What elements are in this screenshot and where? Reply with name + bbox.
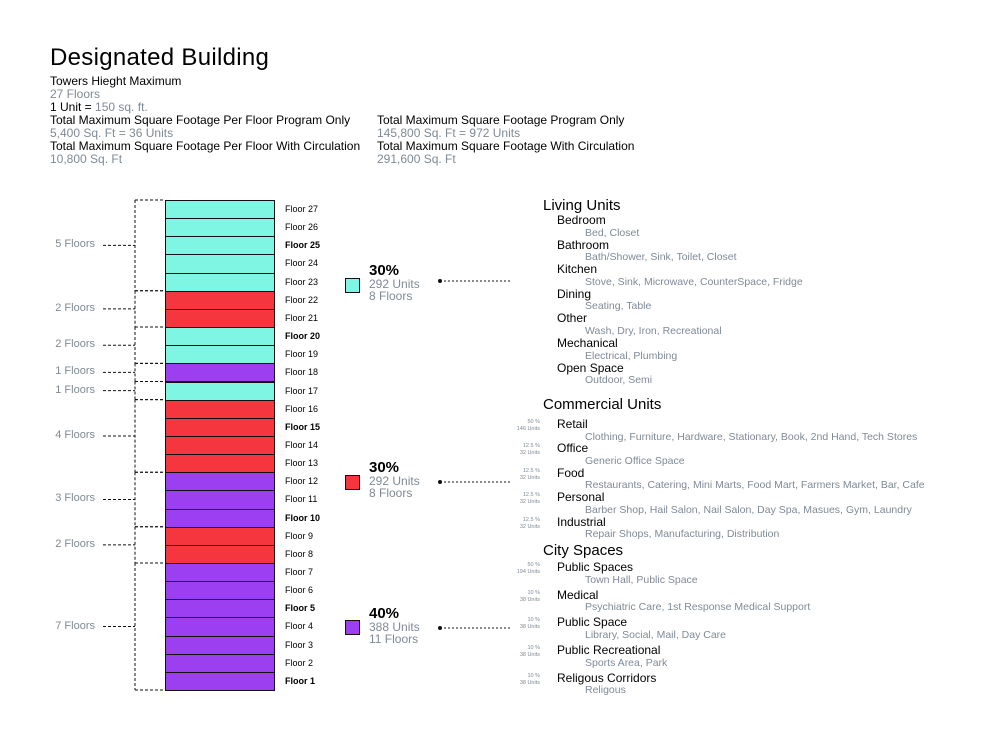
program-item-units: 38 Units — [519, 652, 540, 659]
program-item-percent: 12.5 % — [522, 516, 540, 523]
floor-label: Floor 10 — [285, 512, 321, 523]
floor-label: Floor 24 — [285, 258, 319, 269]
floor-label: Floor 23 — [285, 276, 319, 287]
floor-label: Floor 18 — [285, 367, 319, 378]
program-item-units: 38 Units — [519, 624, 540, 631]
floor-block — [165, 509, 275, 528]
floor-label: Floor 21 — [285, 312, 319, 323]
living-percent: 30% — [369, 262, 400, 279]
commercial-units-heading: Commercial Units — [543, 396, 662, 413]
floor-block — [165, 527, 275, 546]
program-item-detail: Stove, Sink, Microwave, CounterSpace, Fridge — [585, 275, 803, 288]
living-swatch — [345, 278, 360, 293]
per-floor-program-label: Total Maximum Square Footage Per Floor Program Only — [50, 113, 351, 127]
program-item-name: Kitchen — [557, 262, 598, 277]
program-only-value: 145,800 Sq. Ft = 972 Units — [377, 126, 521, 140]
program-item-detail: Wash, Dry, Iron, Recreational — [585, 324, 722, 337]
program-item-percent: 12.5 % — [522, 467, 540, 474]
floor-block — [165, 327, 275, 346]
floor-label: Floor 1 — [285, 675, 316, 686]
program-item-name: Office — [557, 441, 589, 456]
floor-block — [165, 254, 275, 273]
floor-block — [165, 345, 275, 364]
floor-group-label: 2 Floors — [55, 301, 95, 314]
program-item-percent: 10 % — [527, 589, 540, 596]
living-units-count: 292 Units — [369, 277, 420, 291]
floor-block — [165, 382, 275, 401]
program-item-name: Other — [557, 311, 588, 326]
commercial-units-count: 292 Units — [369, 474, 420, 488]
floor-block — [165, 218, 275, 237]
floor-label: Floor 2 — [285, 657, 314, 668]
city-spaces-heading: City Spaces — [543, 542, 624, 559]
living-units-heading: Living Units — [543, 197, 621, 214]
program-item-name: Bedroom — [557, 213, 606, 227]
program-item-detail: Restaurants, Catering, Mini Marts, Food Mart, Farmers Market, Bar, Cafe — [585, 479, 925, 492]
towers-value: 27 Floors — [50, 87, 101, 101]
floor-label: Floor 15 — [285, 421, 321, 432]
floor-block — [165, 400, 275, 419]
program-item-percent: 10 % — [527, 672, 540, 679]
program-item-units: 38 Units — [519, 679, 540, 686]
floor-label: Floor 4 — [285, 621, 314, 632]
program-item-detail: Outdoor, Semi — [585, 374, 653, 387]
with-circ-value: 291,600 Sq. Ft — [377, 152, 456, 166]
program-item-units: 32 Units — [519, 523, 540, 530]
floor-block — [165, 236, 275, 255]
floor-block — [165, 599, 275, 618]
floor-group-label: 7 Floors — [55, 619, 95, 632]
program-item-units: 38 Units — [519, 596, 540, 603]
program-item-units: 146 Units — [516, 426, 540, 432]
program-item-name: Religous Corridors — [557, 670, 657, 685]
program-item-name: Retail — [557, 417, 588, 431]
program-item-units: 194 Units — [516, 569, 540, 575]
floor-label: Floor 12 — [285, 476, 319, 487]
program-only-label: Total Maximum Square Footage Program Only — [377, 113, 625, 127]
program-item-name: Mechanical — [557, 336, 618, 350]
floor-label: Floor 19 — [285, 349, 319, 360]
program-item-units: 32 Units — [519, 499, 540, 506]
city-floors-count: 11 Floors — [369, 632, 419, 646]
floor-label: Floor 22 — [285, 294, 319, 305]
floor-label: Floor 3 — [285, 639, 314, 650]
city-swatch — [345, 620, 360, 635]
floor-block — [165, 291, 275, 310]
city-units-count: 388 Units — [369, 620, 420, 634]
floor-block — [165, 563, 275, 582]
program-item-percent: 12.5 % — [522, 443, 540, 450]
floor-label: Floor 7 — [285, 567, 314, 577]
floor-block — [165, 418, 275, 437]
floor-block — [165, 617, 275, 636]
program-item-name: Food — [557, 465, 585, 480]
floor-block — [165, 309, 275, 328]
program-item-name: Public Recreational — [557, 643, 661, 658]
floor-label: Floor 14 — [285, 439, 319, 450]
floor-label: Floor 9 — [285, 530, 314, 541]
floor-label: Floor 25 — [285, 240, 321, 251]
floor-block — [165, 581, 275, 600]
program-item-detail: Library, Social, Mail, Day Care — [585, 628, 727, 641]
city-percent: 40% — [369, 605, 400, 622]
per-floor-circ-label: Total Maximum Square Footage Per Floor With Circulation — [50, 139, 361, 153]
floor-group-label: 5 Floors — [55, 238, 95, 251]
floor-label: Floor 11 — [285, 494, 318, 505]
program-item-name: Dining — [557, 286, 592, 301]
program-item-detail: Clothing, Furniture, Hardware, Stationary, Book, 2nd Hand, Tech Stores — [585, 430, 918, 443]
floor-group-label: 4 Floors — [55, 428, 95, 441]
program-item-detail: Barber Shop, Hail Salon, Nail Salon, Day Spa, Masues, Gym, Laundry — [585, 503, 912, 516]
unit-label: 1 Unit = — [50, 100, 96, 114]
program-item-percent: 10 % — [527, 645, 540, 652]
floor-block — [165, 200, 275, 219]
program-item-name: Bathroom — [557, 237, 610, 252]
floor-block — [165, 672, 275, 691]
program-item-percent: 10 % — [527, 617, 540, 624]
page-title: Designated Building — [50, 44, 270, 71]
floor-block — [165, 436, 275, 455]
commercial-floors-count: 8 Floors — [369, 486, 413, 500]
program-item-detail: Psychiatric Care, 1st Response Medical Support — [585, 601, 811, 614]
program-item-percent: 50 % — [527, 419, 540, 425]
per-floor-program-value: 5,400 Sq. Ft = 36 Units — [50, 126, 174, 140]
program-item-detail: Repair Shops, Manufacturing, Distribution — [585, 528, 780, 541]
program-item-percent: 50 % — [527, 562, 540, 568]
program-item-detail: Sports Area, Park — [585, 656, 668, 669]
floor-label: Floor 27 — [285, 204, 319, 214]
floor-block — [165, 472, 275, 491]
with-circ-label: Total Maximum Square Footage With Circulation — [377, 139, 635, 153]
floor-label: Floor 17 — [285, 385, 319, 396]
towers-label: Towers Hieght Maximum — [50, 74, 182, 88]
floor-block — [165, 363, 275, 382]
commercial-swatch — [345, 475, 360, 490]
program-item-detail: Bed, Closet — [585, 226, 640, 239]
program-item-name: Medical — [557, 587, 599, 602]
floor-block — [165, 545, 275, 564]
floor-label: Floor 5 — [285, 603, 316, 614]
program-item-name: Public Spaces — [557, 560, 634, 574]
program-item-percent: 12.5 % — [522, 492, 540, 499]
floor-block — [165, 654, 275, 673]
program-item-name: Personal — [557, 490, 605, 505]
program-item-detail: Town Hall, Public Space — [585, 573, 698, 586]
program-item-detail: Religous — [585, 684, 626, 697]
program-item-detail: Electrical, Plumbing — [585, 349, 678, 362]
per-floor-circ-value: 10,800 Sq. Ft — [50, 152, 123, 166]
floor-group-label: 2 Floors — [55, 537, 95, 550]
floor-label: Floor 13 — [285, 458, 319, 469]
floor-block — [165, 454, 275, 473]
floor-label: Floor 20 — [285, 331, 321, 342]
commercial-percent: 30% — [369, 459, 400, 476]
program-item-detail: Bath/Shower, Sink, Toilet, Closet — [585, 251, 737, 264]
program-item-units: 32 Units — [519, 474, 540, 481]
unit-value: 150 sq. ft. — [95, 100, 148, 114]
floor-group-label: 2 Floors — [55, 338, 95, 351]
living-floors-count: 8 Floors — [369, 289, 413, 303]
floor-label: Floor 16 — [285, 403, 319, 414]
program-item-name: Open Space — [557, 360, 624, 375]
program-item-detail: Generic Office Space — [585, 454, 685, 467]
floor-group-label: 3 Floors — [55, 492, 95, 505]
floor-label: Floor 26 — [285, 222, 319, 233]
floor-label: Floor 6 — [285, 585, 314, 596]
program-item-name: Public Space — [557, 615, 628, 630]
floor-group-label: 1 Floors — [55, 383, 95, 396]
program-item-detail: Seating, Table — [585, 300, 652, 313]
floor-block — [165, 636, 275, 655]
program-item-units: 32 Units — [519, 450, 540, 457]
floor-label: Floor 8 — [285, 548, 314, 559]
floor-group-label: 1 Floors — [55, 365, 95, 378]
floor-block — [165, 490, 275, 509]
floor-block — [165, 273, 275, 292]
program-item-name: Industrial — [557, 514, 606, 529]
